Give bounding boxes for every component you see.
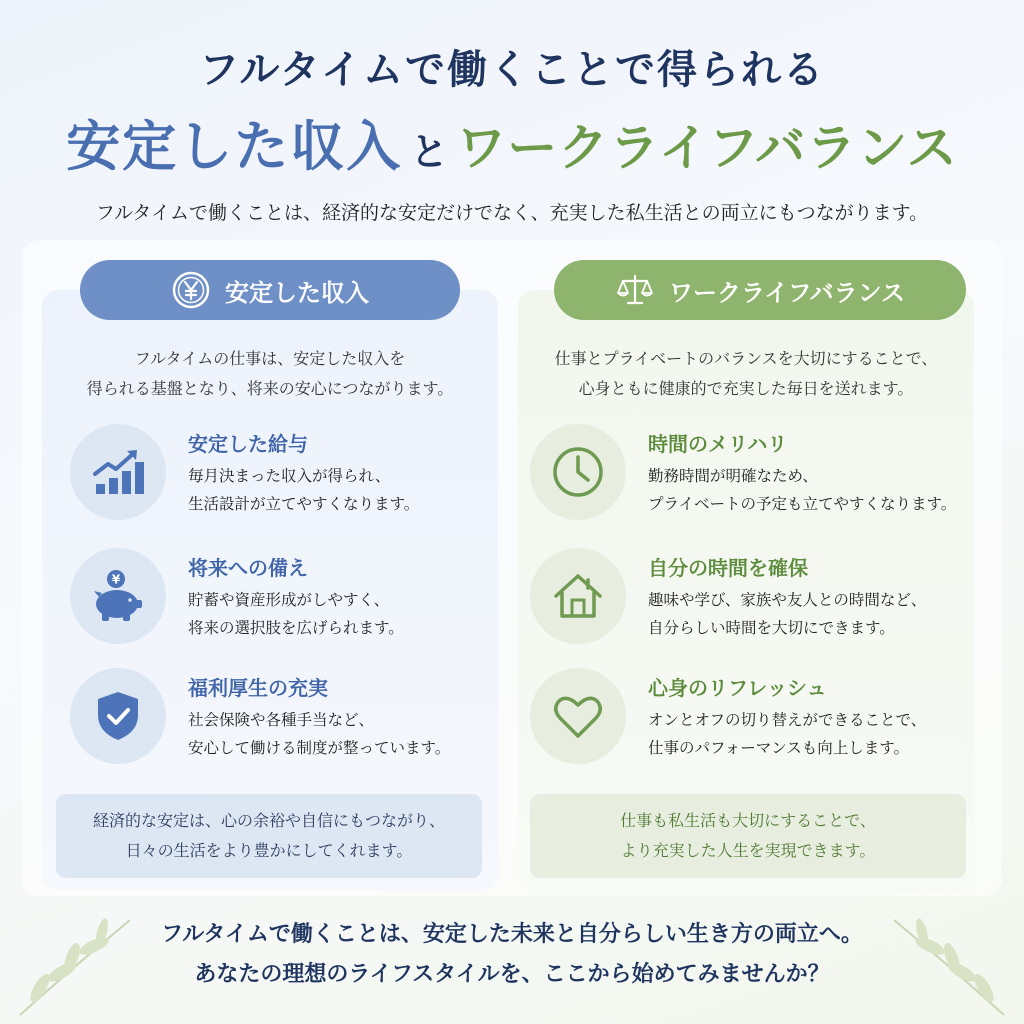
item-desc-line1: オンとオフの切り替えができることで、 — [648, 711, 927, 729]
item-description — [648, 586, 926, 642]
right-note-line1: 仕事も私生活も大切にすることで、 — [620, 811, 876, 830]
item-desc-line1: 趣味や学び、家族や友人との時間など、 — [648, 591, 927, 609]
right-intro-line2: 心身ともに健康的で充実した毎日を送れます。 — [578, 379, 914, 398]
item-title: 将来への備え — [188, 556, 308, 580]
item-desc-line2: 自分らしい時間を大切にできます。 — [648, 619, 895, 637]
item-title: 時間のメリハリ — [648, 432, 788, 456]
item-desc-line1: 毎月決まった収入が得られ、 — [188, 467, 391, 485]
heart-icon — [530, 668, 626, 764]
title-stable-income: 安定した収入 — [66, 114, 403, 178]
item-desc-line1: 勤務時間が明確なため、 — [648, 467, 818, 485]
title-connector: と — [410, 129, 449, 174]
bar-chart-growth-icon — [70, 424, 166, 520]
left-intro-line2: 得られる基盤となり、将来の安心につながります。 — [86, 379, 454, 398]
item-desc-line2: 将来の選択肢を広げられます。 — [188, 619, 404, 637]
clock-icon — [530, 424, 626, 520]
left-note-line1: 経済的な安定は、心の余裕や自信にもつながり、 — [92, 811, 445, 830]
item-desc-line2: 仕事のパフォーマンスも向上します。 — [648, 739, 910, 757]
yen-coin-icon — [171, 270, 211, 310]
item-description — [648, 462, 956, 518]
item-description — [188, 706, 450, 762]
shield-check-icon — [70, 668, 166, 764]
work-life-balance-header — [554, 260, 966, 320]
right-intro — [518, 344, 974, 404]
left-summary-note — [56, 794, 482, 878]
list-item — [530, 548, 1000, 648]
list-item — [70, 668, 510, 768]
lead-text: フルタイムで働くことは、経済的な安定だけでなく、充実した私生活との両立にもつながります。 — [95, 202, 929, 224]
list-item — [70, 548, 510, 648]
item-description — [188, 586, 404, 642]
list-item — [530, 668, 1000, 768]
right-intro-line1: 仕事とプライベートのバランスを大切にすることで、 — [554, 349, 938, 368]
page-title-line1: フルタイムで働くことで得られる — [199, 46, 825, 93]
page-title-line2 — [0, 104, 1024, 181]
item-title: 福利厚生の充実 — [188, 676, 328, 700]
left-intro-line1: フルタイムの仕事は、安定した収入を — [134, 349, 406, 368]
item-desc-line1: 貯蓄や資産形成がしやすく、 — [188, 591, 390, 609]
right-summary-note — [530, 794, 966, 878]
stable-income-header — [80, 260, 460, 320]
left-intro — [42, 344, 498, 404]
right-note-line2: より充実した人生を実現できます。 — [620, 841, 876, 860]
item-desc-line2: 生活設計が立てやすくなります。 — [188, 495, 420, 513]
item-desc-line1: 社会保険や各種手当など、 — [188, 711, 375, 729]
closing-line1: フルタイムで働くことは、安定した未来と自分らしい生き方の両立へ。 — [161, 921, 863, 947]
item-description — [188, 462, 419, 518]
stable-income-label: 安定した収入 — [225, 278, 369, 307]
item-title: 安定した給与 — [188, 432, 308, 456]
list-item — [530, 424, 1000, 524]
balance-scale-icon — [615, 270, 655, 310]
title-work-life-balance: ワークライフバランス — [456, 118, 958, 177]
closing-message — [0, 914, 1024, 994]
closing-line2: あなたの理想のライフスタイルを、ここから始めてみませんか？ — [194, 961, 830, 987]
item-description — [648, 706, 926, 762]
piggy-bank-icon — [70, 548, 166, 644]
item-title: 心身のリフレッシュ — [648, 676, 827, 700]
item-desc-line2: プライベートの予定も立てやすくなります。 — [648, 495, 957, 513]
left-note-line2: 日々の生活をより豊かにしてくれます。 — [125, 841, 413, 860]
list-item — [70, 424, 510, 524]
work-life-balance-label: ワークライフバランス — [669, 278, 905, 307]
item-title: 自分の時間を確保 — [648, 556, 808, 580]
svg-text:¥: ¥ — [111, 572, 121, 587]
item-desc-line2: 安心して働ける制度が整っています。 — [188, 739, 451, 757]
house-icon — [530, 548, 626, 644]
